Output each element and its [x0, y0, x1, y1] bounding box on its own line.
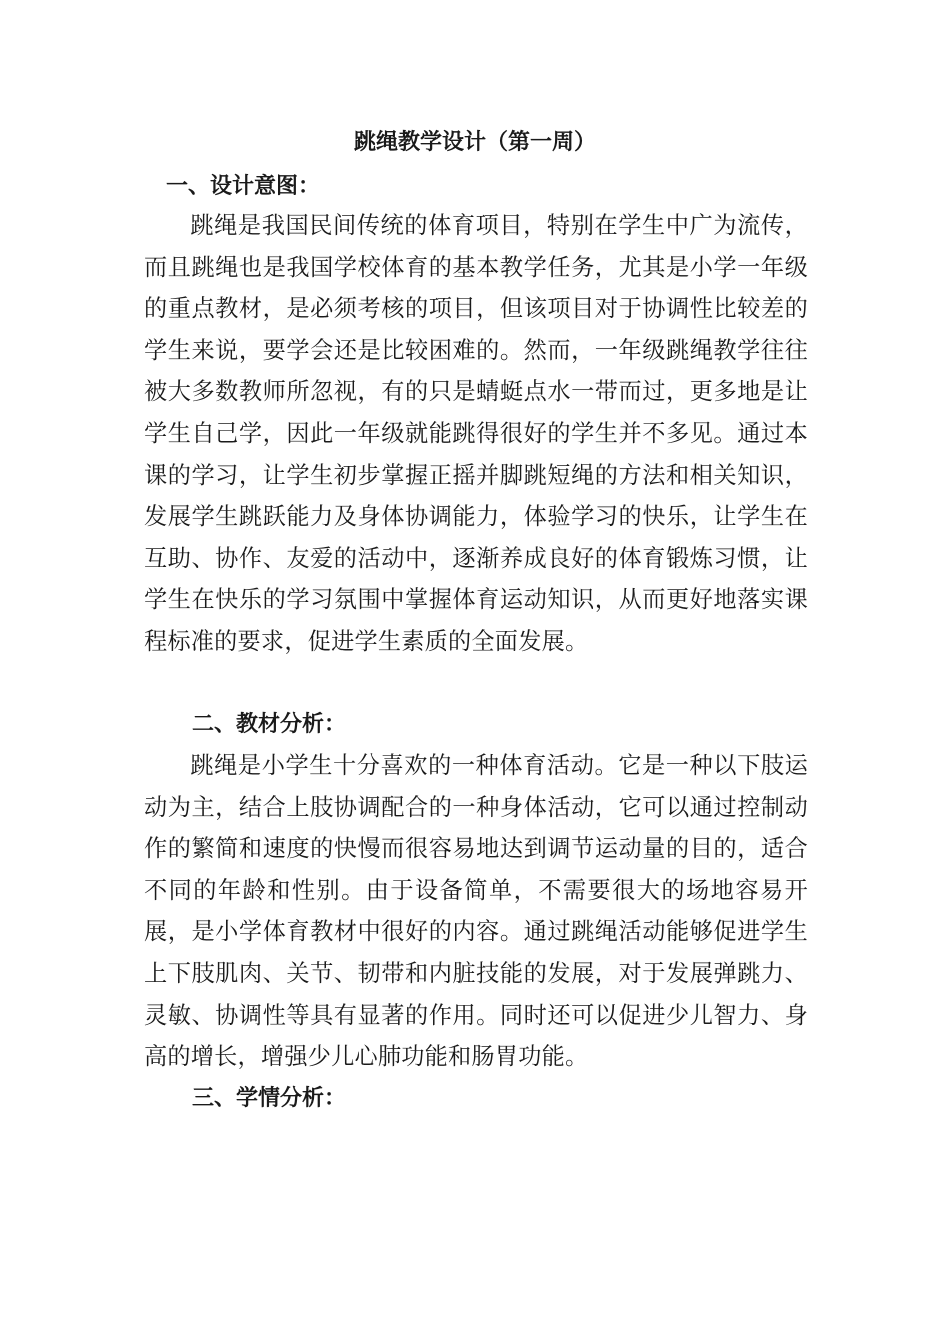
section-heading-student-analysis: 三、学情分析： [192, 1086, 347, 1111]
document-title: 跳绳教学设计（第一周） [353, 130, 596, 155]
section-paragraph-design-intent: 跳绳是我国民间传统的体育项目，特别在学生中广为流传，而且跳绳也是我国学校体育的基本教学任务，尤其是小学一年级的重点教材，是必须考核的项目，但该项目对于协调性比较差的学生来说，要学会还是比较困难的。然而，一年级跳绳教学往往被大多数教师所忽视，有的只是蜻蜓点水一带而过，更多地是让学生自己学，因此一年级就能跳得很好的学生并不多见。通过本课的学习，让学生初步掌握正摇并脚跳短绳的方法和相关知识，发展学生跳跃能力及身体协调能力，体验学习的快乐，让学生在互助、协作、友爱的活动中，逐渐养成良好的体育锻炼习惯，让学生在快乐的学习氛围中掌握体育运动知识，从而更好地落实课程标准的要求，促进学生素质的全面发展。 [144, 212, 808, 655]
section-heading-design-intent: 一、设计意图： [166, 174, 321, 199]
section-paragraph-material-analysis: 跳绳是小学生十分喜欢的一种体育活动。它是一种以下肢运动为主，结合上肢协调配合的一种身体活动，它可以通过控制动作的繁简和速度的快慢而很容易地达到调节运动量的目的，适合不同的年龄和性别。由于设备简单，不需要很大的场地容易开展，是小学体育教材中很好的内容。通过跳绳活动能够促进学生上下肢肌肉、关节、韧带和内脏技能的发展，对于发展弹跳力、灵敏、协调性等具有显著的作用。同时还可以促进少儿智力、身高的增长，增强少儿心肺功能和肠胃功能。 [144, 752, 808, 1071]
section-heading-material-analysis: 二、教材分析： [192, 712, 347, 737]
